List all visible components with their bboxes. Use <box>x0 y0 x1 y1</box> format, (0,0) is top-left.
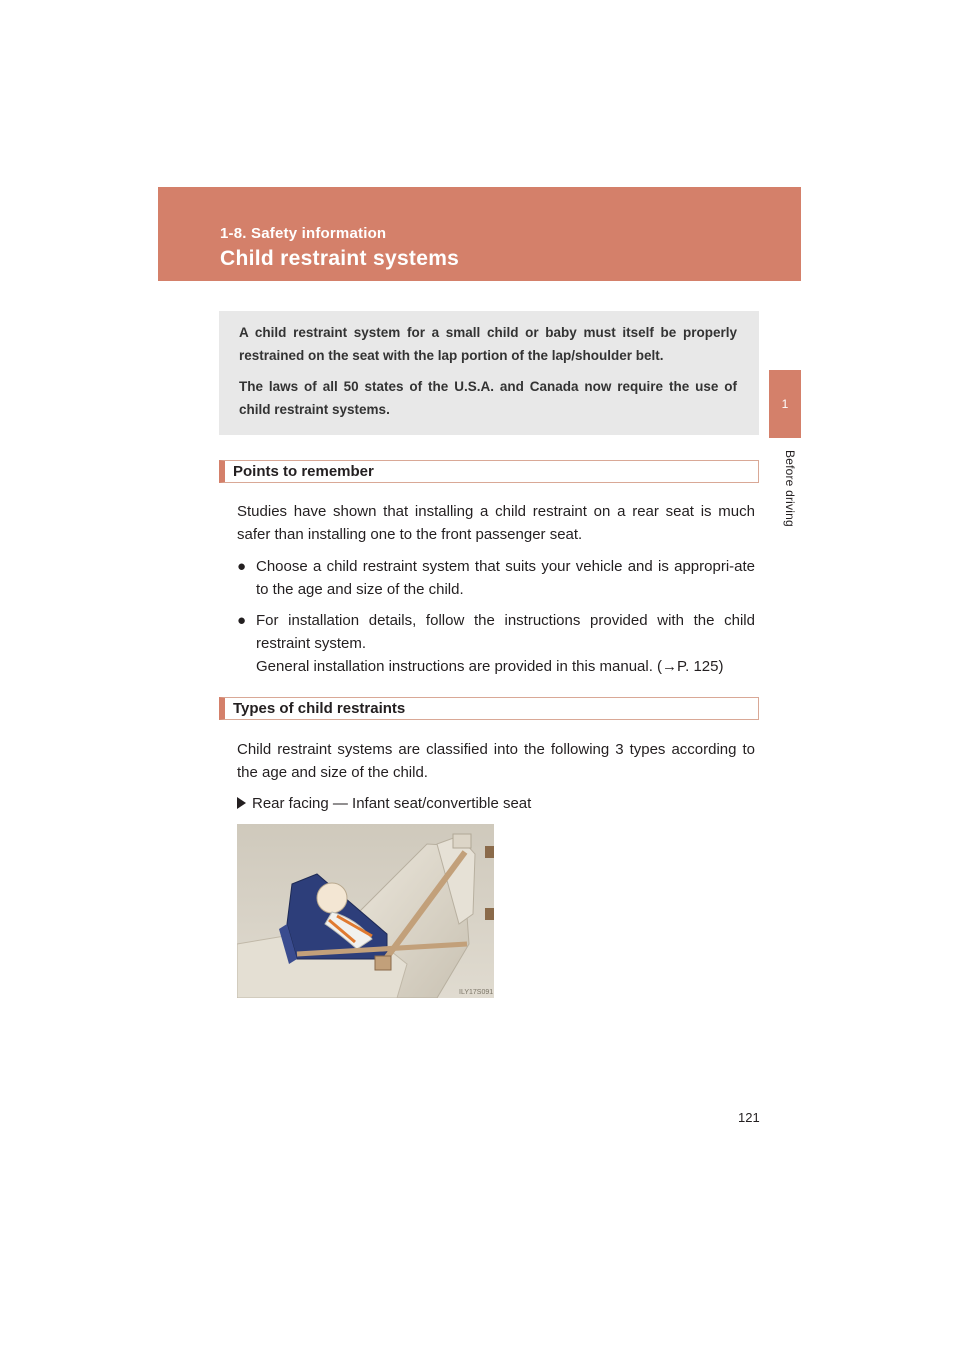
child-seat-illustration <box>237 824 494 998</box>
figure-code: ILY17S091 <box>459 989 494 996</box>
page-title: Child restraint systems <box>220 247 460 270</box>
chapter-label: Before driving <box>783 450 797 527</box>
section-heading-points: Points to remember <box>219 460 759 483</box>
intro-box <box>219 311 759 435</box>
bullet-item <box>237 609 755 678</box>
intro-paragraph-2: The laws of all 50 states of the U.S.A. and Canada now require the use of child restraint systems. <box>239 379 737 417</box>
points-paragraph: Studies have shown that installing a child restraint on a rear seat is much safer than installing one to the front passenger seat. <box>237 503 755 543</box>
bullet-icon: ● <box>237 558 247 575</box>
type-item-label: Rear facing — Infant seat/convertible seat <box>252 795 532 812</box>
types-paragraph: Child restraint systems are classified into the following 3 types according to the age and size of the child. <box>237 741 755 781</box>
triangle-right-icon <box>237 797 246 809</box>
type-item-rear-facing <box>237 792 531 815</box>
bullet-item <box>237 555 755 601</box>
bullet-text: For installation details, follow the instructions provided with the child restraint system. <box>256 612 755 652</box>
child-seat-drawing <box>237 824 494 998</box>
bullet-text: Choose a child restraint system that suits your vehicle and is appropri-ate to the age and size of the child. <box>256 558 755 598</box>
header-band <box>158 187 801 281</box>
intro-paragraph-1: A child restraint system for a small child or baby must itself be properly restrained on the seat with the lap portion of the lap/shoulder belt. <box>239 325 737 363</box>
section-label: 1-8. Safety information <box>220 225 387 242</box>
chapter-tab: 1 <box>769 370 801 438</box>
bullet-icon: ● <box>237 612 247 629</box>
bullet-text-reference: General installation instructions are provided in this manual. (→P. 125) <box>256 658 724 675</box>
page-number: 121 <box>738 1110 760 1125</box>
section-heading-types: Types of child restraints <box>219 697 759 720</box>
